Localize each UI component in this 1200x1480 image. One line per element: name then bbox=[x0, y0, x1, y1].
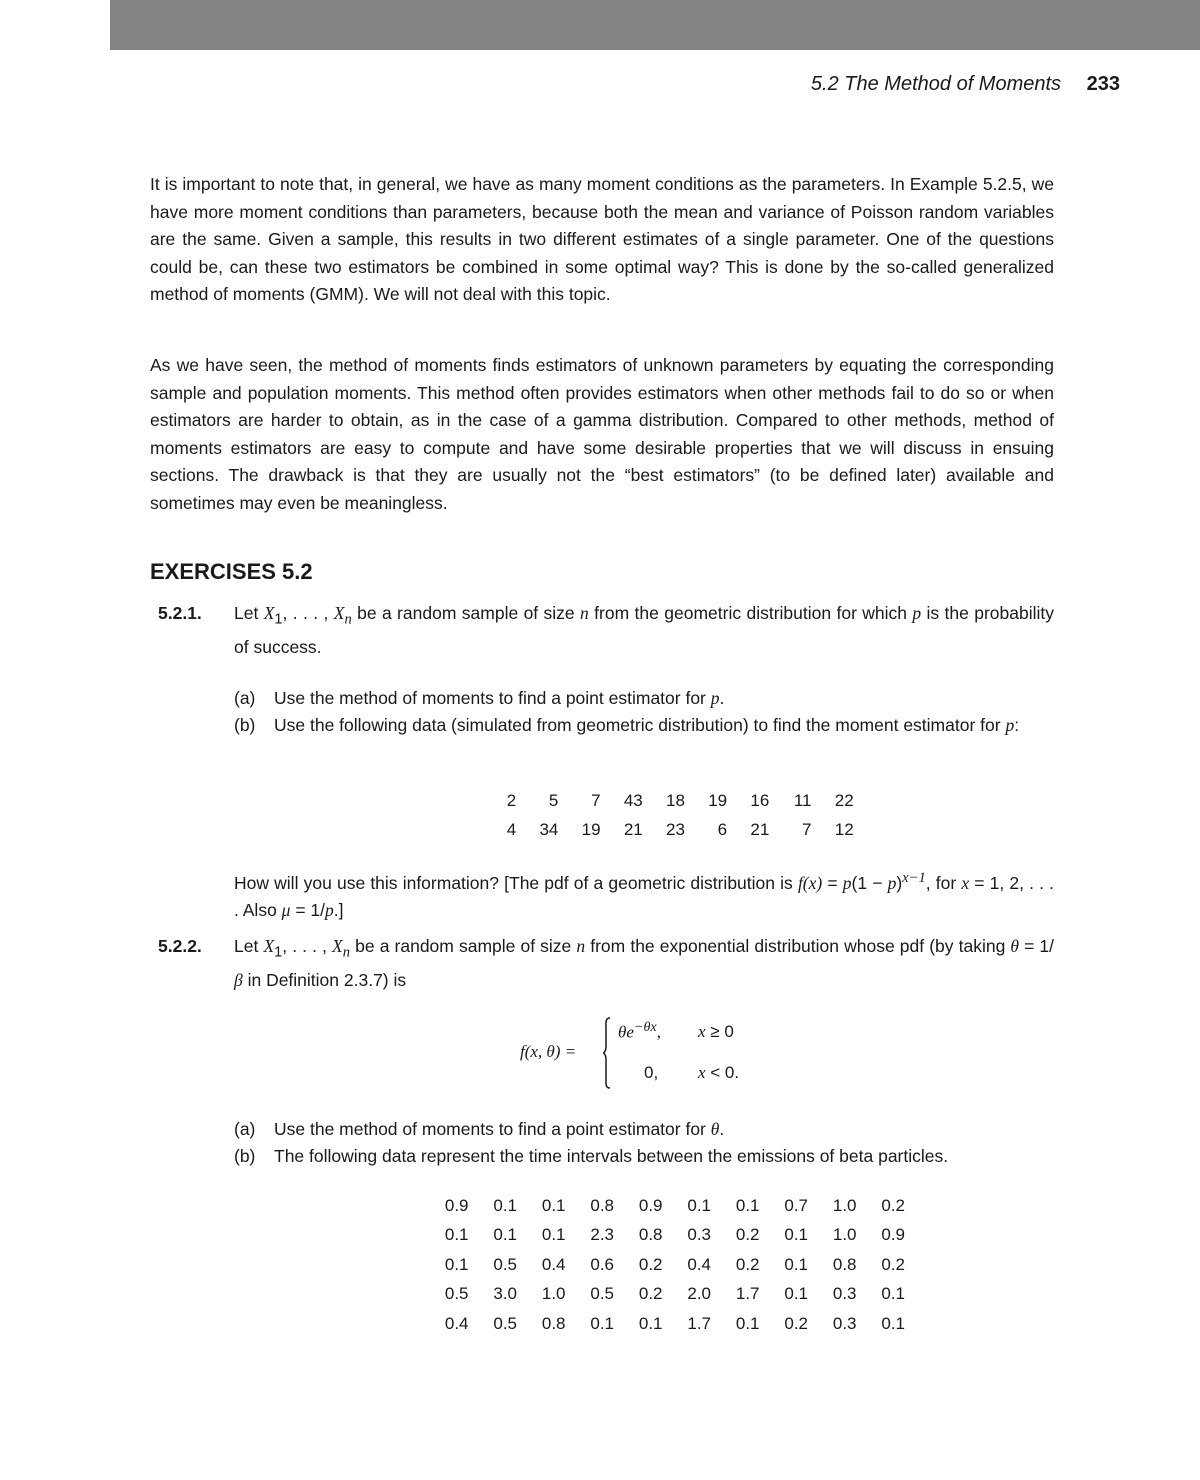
table-cell: 0.2 bbox=[881, 1195, 905, 1215]
pdf-lhs: f(x, θ) = bbox=[520, 1042, 577, 1061]
part-text: Use the following data (simulated from geometric distribution) to find the moment estimator for p: bbox=[274, 715, 1020, 735]
table-cell: 0.1 bbox=[687, 1195, 711, 1215]
table-cell: 0.2 bbox=[638, 1284, 663, 1304]
table-cell: 0.1 bbox=[784, 1254, 808, 1274]
exercise-2-intro: Let $X_1$, . . . , $X_n$ be a random sample of size n from the exponential distribution whose pdf (by taking θ = 1/β in Definition 2.3.7) is bbox=[234, 936, 1055, 991]
table-cell: 0.8 bbox=[832, 1254, 857, 1274]
table-cell: 1.7 bbox=[687, 1313, 711, 1333]
table-cell: 1.7 bbox=[735, 1284, 760, 1304]
table-cell: 19 bbox=[708, 790, 728, 810]
table-row bbox=[420, 1191, 905, 1221]
pdf-case-2-condition: x < 0. bbox=[698, 1063, 740, 1082]
table-cell: 0.1 bbox=[638, 1313, 663, 1333]
table-row bbox=[420, 1309, 905, 1339]
pdf-case-2-expression: 0, bbox=[644, 1063, 659, 1082]
table-cell: 0.2 bbox=[735, 1225, 760, 1245]
table-cell: 0.4 bbox=[541, 1254, 566, 1274]
table-cell: 1.0 bbox=[541, 1284, 566, 1304]
section-number: 5.2 bbox=[810, 73, 839, 95]
table-cell: 0.1 bbox=[784, 1225, 808, 1245]
table-cell: 0.1 bbox=[444, 1254, 469, 1274]
table-cell: 0.1 bbox=[881, 1284, 905, 1304]
table-cell: 0.3 bbox=[832, 1313, 857, 1333]
table-cell: 0.1 bbox=[541, 1195, 566, 1215]
table-cell: 0.3 bbox=[687, 1225, 711, 1245]
paragraph-gmm-note: It is important to note that, in general, we have as many moment conditions as the parameters. In Example 5.2.5, we have more moment conditions than parameters, because both the mean and variance of Poisson random variables are the same. Given a sample, this results in two different estimates of a single parameter. One of the questions could be, can these two estimators be combined in some optimal way? This is done by the so-called generalized method of moments (GMM). We will not deal with this topic. bbox=[150, 174, 1054, 305]
table-cell: 0.5 bbox=[493, 1254, 517, 1274]
table-cell: 0.2 bbox=[735, 1254, 760, 1274]
table-cell: 0.4 bbox=[687, 1254, 711, 1274]
table-cell: 0.1 bbox=[444, 1225, 469, 1245]
table-cell: 0.1 bbox=[541, 1225, 566, 1245]
table-cell: 4 bbox=[506, 820, 517, 840]
pdf-case-1-condition: x ≥ 0 bbox=[698, 1022, 734, 1041]
exponential-pdf-formula bbox=[520, 1012, 800, 1092]
table-cell: 0.6 bbox=[590, 1254, 614, 1274]
table-cell: 21 bbox=[623, 820, 643, 840]
table-cell: 1.0 bbox=[832, 1195, 857, 1215]
section-title: The Method of Moments bbox=[844, 73, 1062, 95]
running-head bbox=[811, 70, 1120, 98]
pdf-case-1-expression: $\theta e^{-\theta x}$, bbox=[618, 1019, 661, 1042]
table-cell: 18 bbox=[666, 790, 685, 810]
table-cell: 0.3 bbox=[832, 1284, 857, 1304]
table-cell: 22 bbox=[834, 790, 854, 810]
exercise-1-part-b bbox=[234, 712, 1054, 740]
table-cell: 0.5 bbox=[444, 1284, 469, 1304]
table-cell: 0.9 bbox=[638, 1195, 663, 1215]
table-cell: 43 bbox=[623, 790, 643, 810]
table-cell: 0.8 bbox=[541, 1313, 566, 1333]
part-label: (b) bbox=[234, 1146, 256, 1166]
table-cell: 0.1 bbox=[881, 1313, 905, 1333]
exercise-2-number: 5.2.2. bbox=[158, 936, 202, 956]
table-cell: 0.8 bbox=[638, 1225, 663, 1245]
table-cell: 2.3 bbox=[590, 1225, 614, 1245]
table-cell: 0.8 bbox=[590, 1195, 614, 1215]
table-cell: 34 bbox=[539, 820, 559, 840]
table-cell: 23 bbox=[666, 820, 685, 840]
exercises-heading: EXERCISES 5.2 bbox=[150, 559, 313, 584]
page-number: 233 bbox=[1086, 73, 1120, 95]
exercise-1-intro: Let $X_1$, . . . , $X_n$ be a random sample of size n from the geometric distribution for which p is the probability of success. bbox=[234, 603, 1055, 658]
part-text: The following data represent the time intervals between the emissions of beta particles. bbox=[274, 1146, 949, 1166]
table-cell: 0.9 bbox=[444, 1195, 469, 1215]
table-cell: 0.1 bbox=[493, 1195, 517, 1215]
table-cell: 0.1 bbox=[735, 1313, 760, 1333]
table-cell: 7 bbox=[802, 820, 812, 840]
part-label: (a) bbox=[234, 688, 256, 708]
table-cell: 2.0 bbox=[687, 1284, 711, 1304]
table-row bbox=[474, 786, 854, 816]
table-cell: 3.0 bbox=[493, 1284, 517, 1304]
table-row bbox=[420, 1250, 905, 1280]
geometric-data-table bbox=[474, 786, 854, 845]
table-row bbox=[474, 816, 854, 846]
table-cell: 0.2 bbox=[638, 1254, 663, 1274]
exercise-1-part-a bbox=[234, 685, 1054, 713]
exercise-2-part-a bbox=[234, 1116, 1054, 1144]
part-label: (a) bbox=[234, 1119, 256, 1139]
table-cell: 12 bbox=[834, 820, 854, 840]
part-label: (b) bbox=[234, 715, 256, 735]
table-cell: 0.7 bbox=[784, 1195, 808, 1215]
table-cell: 2 bbox=[506, 790, 517, 810]
table-cell: 0.5 bbox=[590, 1284, 614, 1304]
part-text: Use the method of moments to find a point estimator for θ. bbox=[274, 1119, 725, 1139]
table-cell: 0.1 bbox=[493, 1225, 517, 1245]
table-cell: 19 bbox=[581, 820, 601, 840]
table-cell: 0.1 bbox=[735, 1195, 760, 1215]
table-cell: 0.2 bbox=[784, 1313, 808, 1333]
exercise-1-followup: How will you use this information? [The pdf of a geometric distribution is $f(x) = p(1 - p)^{x-1}$, for x = 1, 2, . . . . Also μ = 1/p.] bbox=[234, 870, 1054, 921]
exercise-2-part-b bbox=[234, 1143, 1054, 1171]
table-cell: 0.2 bbox=[881, 1254, 905, 1274]
table-cell: 0.1 bbox=[784, 1284, 808, 1304]
exercise-1-number: 5.2.1. bbox=[158, 603, 202, 623]
table-cell: 0.9 bbox=[881, 1225, 905, 1245]
table-cell: 1.0 bbox=[832, 1225, 857, 1245]
table-row bbox=[420, 1280, 905, 1310]
table-cell: 6 bbox=[717, 820, 728, 840]
paragraph-method-summary: As we have seen, the method of moments finds estimators of unknown parameters by equating the corresponding sample and population moments. This method often provides estimators when other methods fail to do so or when estimators are harder to obtain, as in the case of a gamma distribution. Compared to other methods, method of moments estimators are easy to compute and have some desirable properties that we will discuss in ensuing sections. The drawback is that they are usually not the “best estimators” (to be defined later) available and sometimes may even be meaningless. bbox=[150, 355, 1054, 513]
part-text: Use the method of moments to find a point estimator for p. bbox=[274, 688, 725, 708]
left-brace-icon bbox=[602, 1017, 611, 1089]
beta-emission-data-table bbox=[420, 1191, 905, 1339]
table-cell: 21 bbox=[750, 820, 770, 840]
table-cell: 7 bbox=[591, 790, 601, 810]
table-cell: 16 bbox=[750, 790, 770, 810]
table-cell: 5 bbox=[548, 790, 559, 810]
top-bar bbox=[110, 0, 1200, 50]
table-row bbox=[420, 1221, 905, 1251]
table-cell: 11 bbox=[793, 790, 812, 810]
table-cell: 0.1 bbox=[590, 1313, 614, 1333]
table-cell: 0.4 bbox=[444, 1313, 469, 1333]
table-cell: 0.5 bbox=[493, 1313, 517, 1333]
